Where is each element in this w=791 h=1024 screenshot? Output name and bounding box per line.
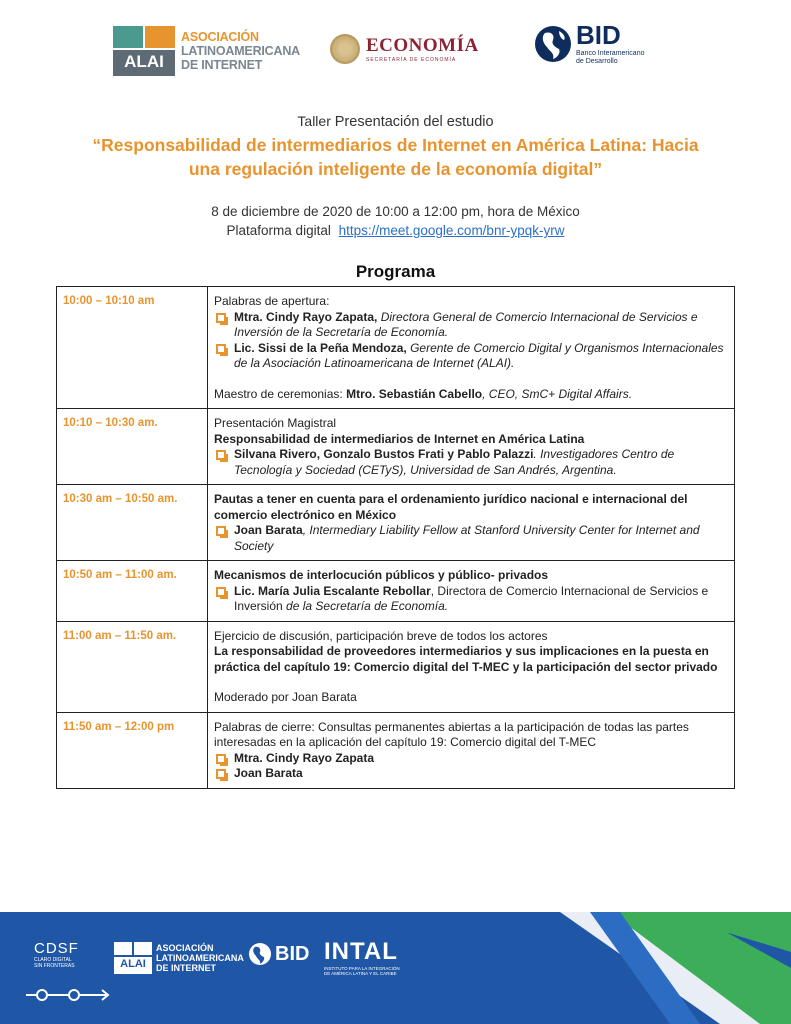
meeting-link[interactable]: https://meet.google.com/bnr-ypqk-yrw xyxy=(338,223,565,238)
alai-line-3: DE INTERNET xyxy=(181,58,263,72)
footer-alai-line-2: LATINOAMERICANA xyxy=(156,953,244,963)
chain-link-icon xyxy=(26,988,112,1002)
economia-sub: SECRETARÍA DE ECONOMÍA xyxy=(366,57,457,63)
bid-sub-2: de Desarrollo xyxy=(576,58,618,65)
cdsf-word: CDSF xyxy=(34,940,79,957)
speaker-item xyxy=(214,523,728,554)
agenda-heading: Pautas a tener en cuenta para el ordenamiento jurídico nacional e internacional del comercio electrónico en México xyxy=(214,492,688,522)
speaker-item xyxy=(214,751,728,767)
taller-prefix: Taller xyxy=(297,113,331,129)
master-of-ceremonies xyxy=(214,387,728,403)
footer-bid-globe-icon xyxy=(247,942,273,966)
checkbox-bullet-icon xyxy=(216,754,226,764)
page-title xyxy=(30,133,761,181)
agenda-row xyxy=(57,621,734,712)
agenda-time: 11:50 am – 12:00 pm xyxy=(57,713,208,788)
speaker-role: Gerente de Comercio Digital y Organismos Internacionales de la Asociación Latinoamericana de Internet (ALAI). xyxy=(234,340,724,370)
cdsf-logo xyxy=(34,940,79,969)
agenda-content xyxy=(208,287,734,408)
agenda-intro: Palabras de cierre: Consultas permanentes abiertas a la participación de todas las partes interesadas en la aplicación del capítulo 19: Comercio digital del T-MEC xyxy=(214,719,689,749)
cdsf-sub: CLARO DIGITAL SIN FRONTERAS xyxy=(34,957,75,969)
speaker-role: . Investigadores Centro de Tecnología y Sociedad (CETyS), Universidad de San Andrés, Argentina. xyxy=(234,447,675,477)
agenda-content xyxy=(208,485,734,560)
checkbox-bullet-icon xyxy=(216,313,226,323)
agenda-intro: Ejercicio de discusión, participación breve de todos los actores xyxy=(214,628,548,643)
moderator: Moderado por Joan Barata xyxy=(214,690,357,704)
footer-alai-logo xyxy=(114,942,244,974)
speaker-name: Lic. María Julia Escalante Rebollar xyxy=(234,583,431,598)
agenda-time: 11:00 am – 11:50 am. xyxy=(57,622,208,712)
footer-alai-line-1: ASOCIACIÓN xyxy=(156,943,214,953)
agenda-row xyxy=(57,287,734,408)
agenda-intro: Palabras de apertura: xyxy=(214,294,330,308)
bid-word: BID xyxy=(576,20,621,50)
bid-sub-1: Banco Interamericano xyxy=(576,50,645,57)
speaker-item xyxy=(214,766,728,782)
footer-banner xyxy=(0,912,791,1024)
agenda-heading: Mecanismos de interlocución públicos y público- privados xyxy=(214,568,549,582)
speaker-item xyxy=(214,447,728,478)
economia-seal-icon xyxy=(330,34,360,64)
event-type xyxy=(0,113,791,130)
event-details xyxy=(0,202,791,240)
agenda-table xyxy=(56,286,735,789)
agenda-content xyxy=(208,622,734,712)
alai-mark-text: ALAI xyxy=(124,52,164,71)
footer-alai-mark-icon xyxy=(114,942,152,974)
footer-alai-mark-text: ALAI xyxy=(120,958,146,970)
economia-word: ECONOMÍA xyxy=(366,35,479,56)
speaker-role-italic: de la Secretaría de Economía. xyxy=(286,599,449,613)
agenda-heading: Responsabilidad de intermediarios de Internet en América Latina xyxy=(214,431,585,446)
alai-line-1: ASOCIACIÓN xyxy=(181,30,259,44)
speaker-role: , Directora de Comercio Internacional de Servicios e Inversión xyxy=(234,583,709,613)
agenda-row xyxy=(57,560,734,621)
agenda-content xyxy=(208,561,734,621)
checkbox-bullet-icon xyxy=(216,587,226,597)
title-line-2: una regulación inteligente de la economía digital” xyxy=(188,159,603,179)
economia-logo xyxy=(330,34,479,64)
title-line-1: “Responsabilidad de intermediarios de Internet en América Latina: Hacia xyxy=(92,135,699,155)
speaker-name: Mtra. Cindy Rayo Zapata, xyxy=(234,309,378,324)
bid-globe-icon xyxy=(533,25,573,63)
footer-bid-logo xyxy=(247,942,309,966)
checkbox-bullet-icon xyxy=(216,450,226,460)
speaker-name: Lic. Sissi de la Peña Mendoza, xyxy=(234,340,407,355)
mc-name: Mtro. Sebastián Cabello xyxy=(346,386,483,401)
agenda-intro: Presentación Magistral xyxy=(214,416,337,430)
speaker-name: Joan Barata xyxy=(234,523,303,537)
checkbox-bullet-icon xyxy=(216,526,226,536)
speaker-name: Joan Barata xyxy=(234,766,303,780)
speaker-name: Mtra. Cindy Rayo Zapata xyxy=(234,750,375,765)
agenda-row xyxy=(57,712,734,788)
intal-sub: INSTITUTO PARA LA INTEGRACIÓN DE AMÉRICA LATINA Y EL CARIBE xyxy=(324,966,400,976)
programa-heading: Programa xyxy=(355,262,436,281)
agenda-content xyxy=(208,713,734,788)
speaker-item xyxy=(214,584,728,615)
intal-word: INTAL xyxy=(324,938,398,965)
speaker-role: , Intermediary Liability Fellow at Stanford University Center for Internet and Society xyxy=(234,523,700,553)
alai-line-2: LATINOAMERICANA xyxy=(181,44,300,58)
speaker-item xyxy=(214,341,728,372)
speaker-name: Silvana Rivero, Gonzalo Bustos Frati y Pablo Palazzi xyxy=(234,447,534,461)
intal-logo xyxy=(324,938,404,976)
checkbox-bullet-icon xyxy=(216,344,226,354)
mc-label: Maestro de ceremonias: xyxy=(214,386,343,401)
header-logos xyxy=(0,20,791,82)
agenda-row xyxy=(57,408,734,484)
speaker-role: Directora General de Comercio Internacional de Servicios e Inversión de la Secretaría de Economía. xyxy=(234,309,698,339)
bid-logo xyxy=(533,22,644,66)
agenda-time: 10:00 – 10:10 am xyxy=(57,287,208,408)
mc-role: , CEO, SmC+ Digital Affairs. xyxy=(482,386,633,401)
footer-alai-line-3: DE INTERNET xyxy=(156,963,217,973)
speaker-item xyxy=(214,310,728,341)
checkbox-bullet-icon xyxy=(216,769,226,779)
agenda-content xyxy=(208,409,734,484)
agenda-time: 10:10 – 10:30 am. xyxy=(57,409,208,484)
agenda-time: 10:30 am – 10:50 am. xyxy=(57,485,208,560)
platform-label: Plataforma digital xyxy=(226,223,331,238)
taller-rest: Presentación del estudio xyxy=(334,114,494,130)
alai-logo xyxy=(113,26,300,76)
footer-bid-word: BID xyxy=(275,942,310,965)
event-date: 8 de diciembre de 2020 de 10:00 a 12:00 pm, hora de México xyxy=(211,204,580,219)
agenda-heading: La responsabilidad de proveedores intermediarios y sus implicaciones en la puesta en práctica del capítulo 19: Comercio digital del T-MEC y la participación del sector privado xyxy=(214,644,718,674)
agenda-time: 10:50 am – 11:00 am. xyxy=(57,561,208,621)
agenda-row xyxy=(57,484,734,560)
alai-mark-icon xyxy=(113,26,175,76)
